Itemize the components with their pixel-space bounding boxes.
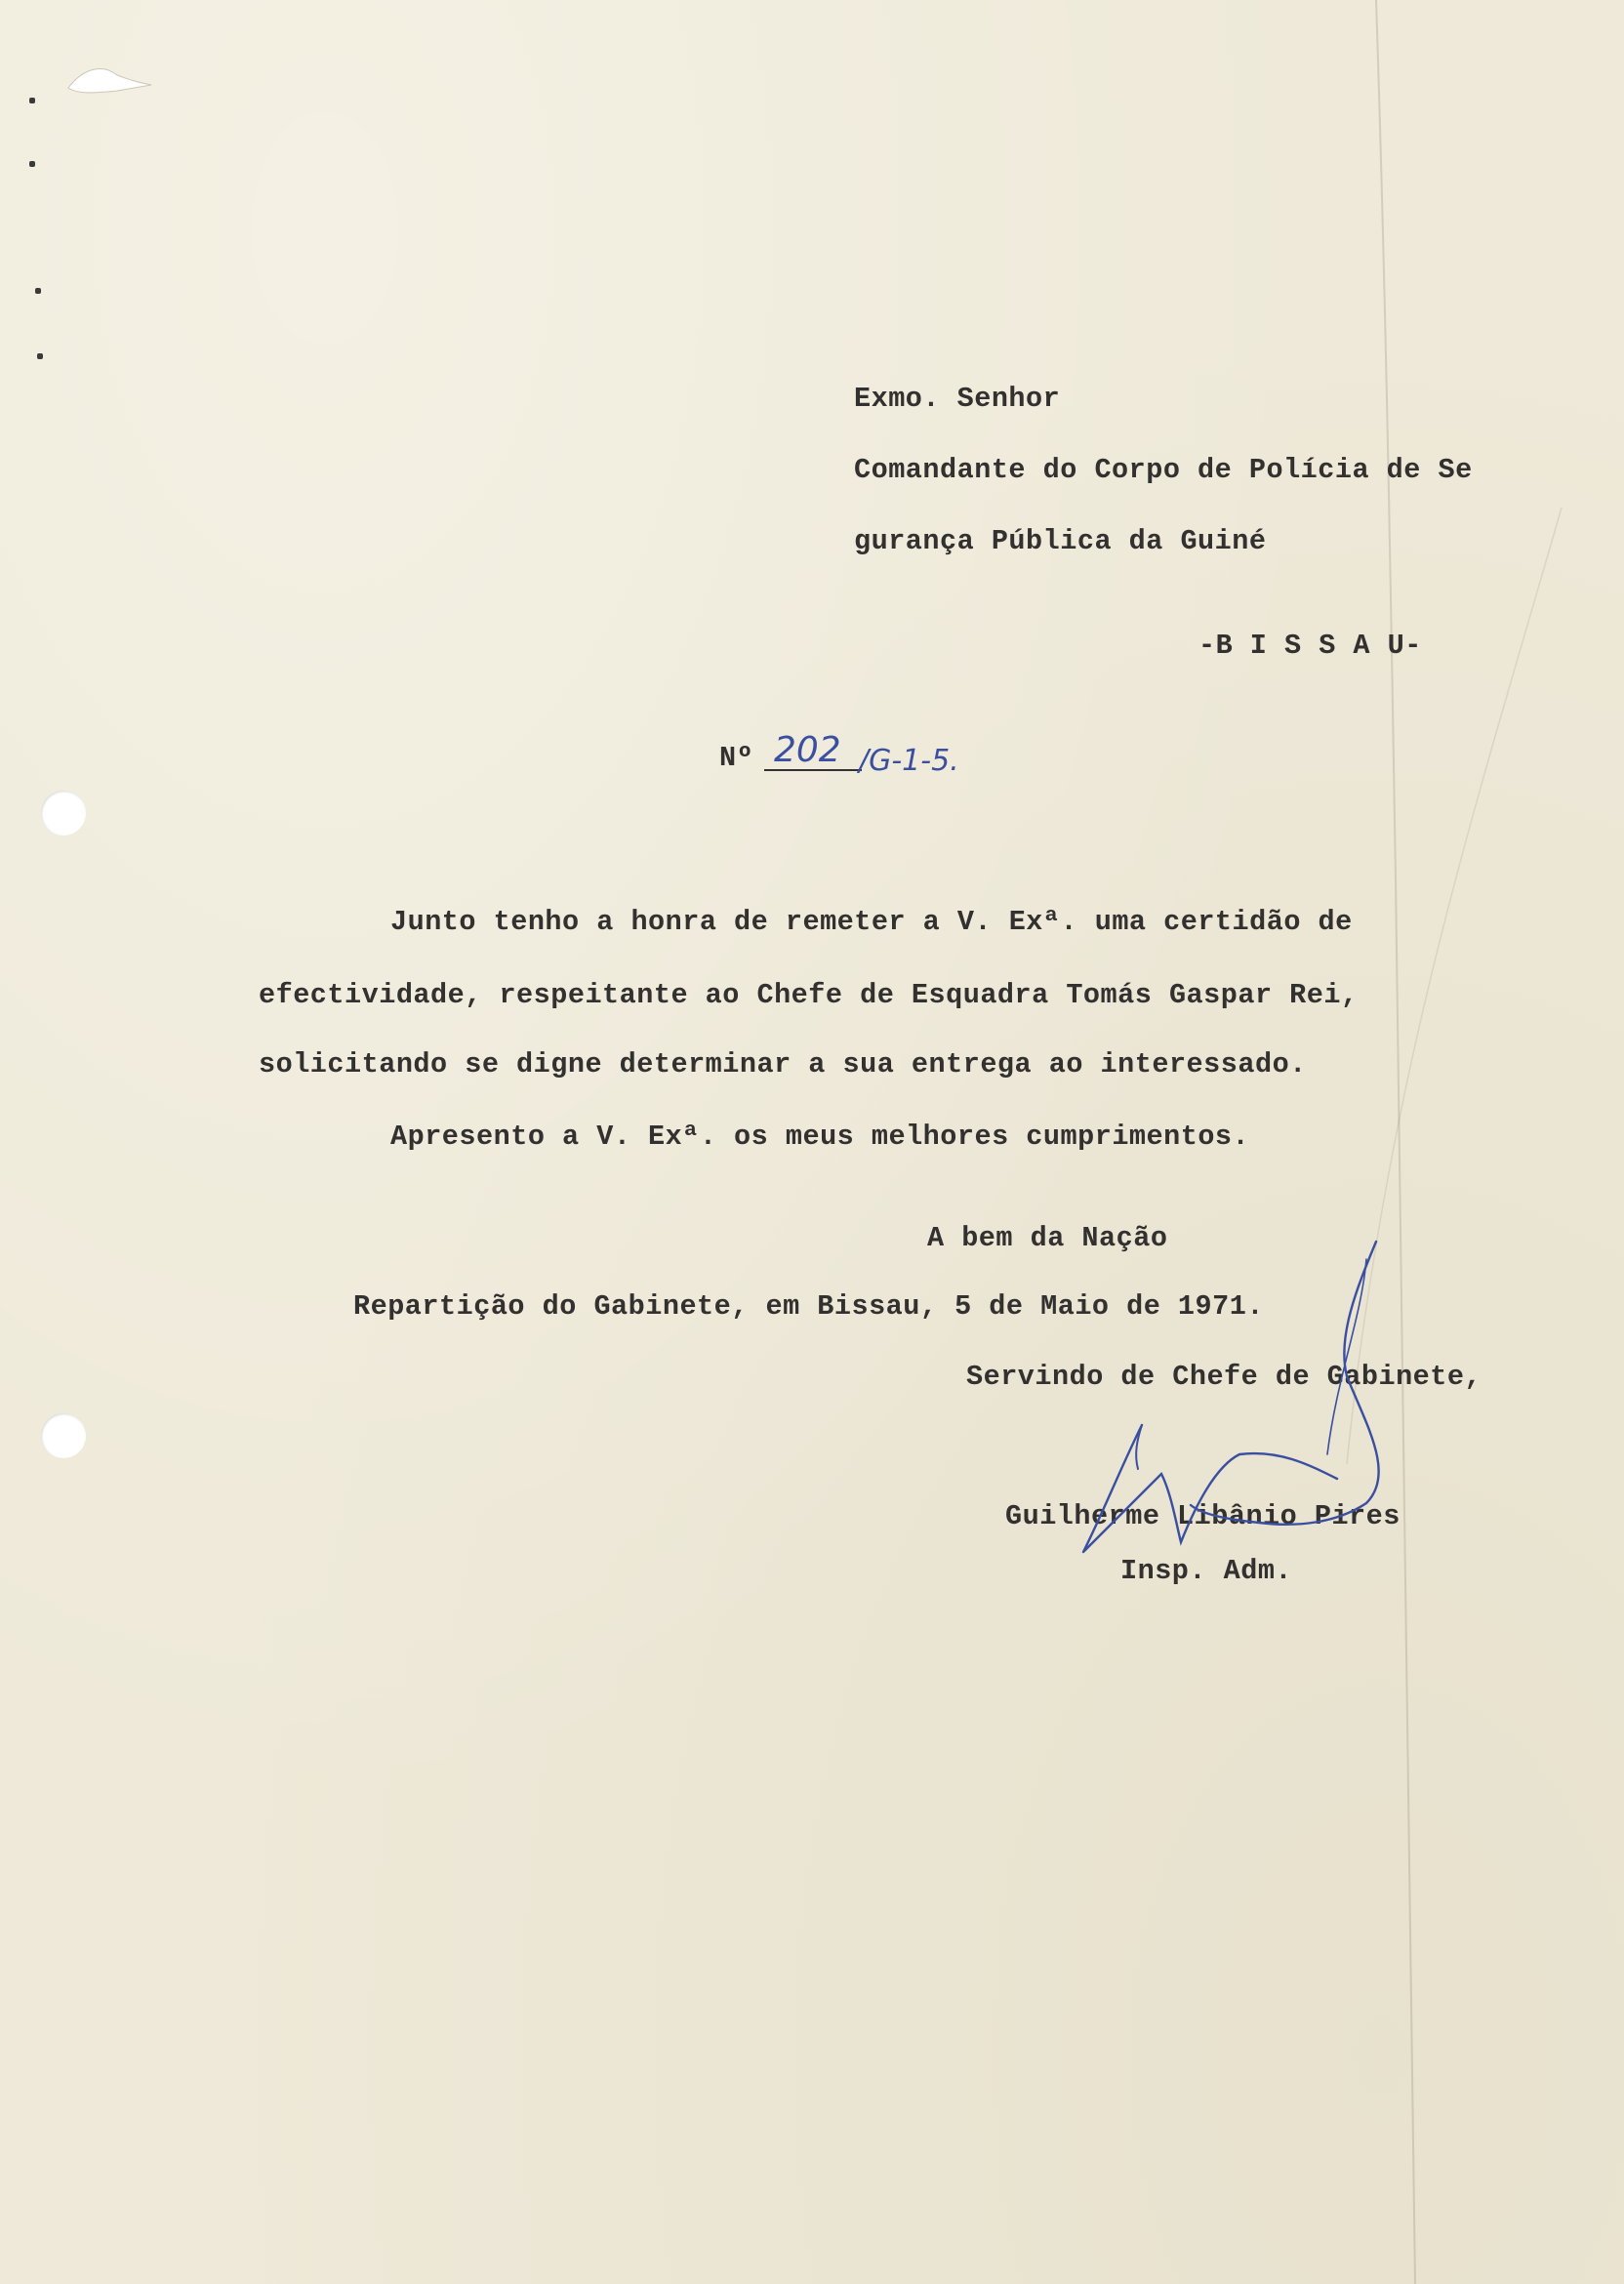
- closing-place-date: Repartição do Gabinete, em Bissau, 5 de Maio de 1971.: [353, 1290, 1264, 1323]
- closing-motto: A bem da Nação: [927, 1222, 1168, 1254]
- reference-suffix: /G-1-5.: [859, 744, 959, 778]
- body-paragraph-1-line-2: efectividade, respeitante ao Chefe de Esquadra Tomás Gaspar Rei,: [259, 979, 1359, 1011]
- body-paragraph-1-line-3: solicitando se digne determinar a sua entrega ao interessado.: [259, 1048, 1307, 1081]
- paper-tear: [59, 54, 156, 102]
- punch-hole-bottom: [41, 1413, 86, 1458]
- body-paragraph-2: Apresento a V. Exª. os meus melhores cumprimentos.: [390, 1121, 1250, 1153]
- addressee-city: -B I S S A U-: [1198, 630, 1422, 662]
- signatory-name: Guilherme Libânio Pires: [1005, 1500, 1401, 1532]
- signatory-title: Insp. Adm.: [1120, 1555, 1293, 1587]
- closing-role: Servindo de Chefe de Gabinete,: [966, 1361, 1482, 1393]
- margin-mark: [35, 288, 41, 294]
- reference-number: 202: [774, 730, 841, 770]
- margin-mark: [29, 161, 35, 167]
- body-paragraph-1-line-1: Junto tenho a honra de remeter a V. Exª. uma certidão de: [390, 906, 1353, 938]
- addressee-salutation: Exmo. Senhor: [854, 383, 1061, 415]
- margin-mark: [37, 353, 43, 359]
- margin-mark: [29, 98, 35, 103]
- addressee-line-1: Comandante do Corpo de Polícia de Se: [854, 454, 1473, 486]
- handwritten-signature: [1044, 1230, 1435, 1581]
- punch-hole-top: [41, 791, 86, 836]
- reference-prefix: Nº: [719, 742, 754, 774]
- addressee-line-2: gurança Pública da Guiné: [854, 525, 1267, 557]
